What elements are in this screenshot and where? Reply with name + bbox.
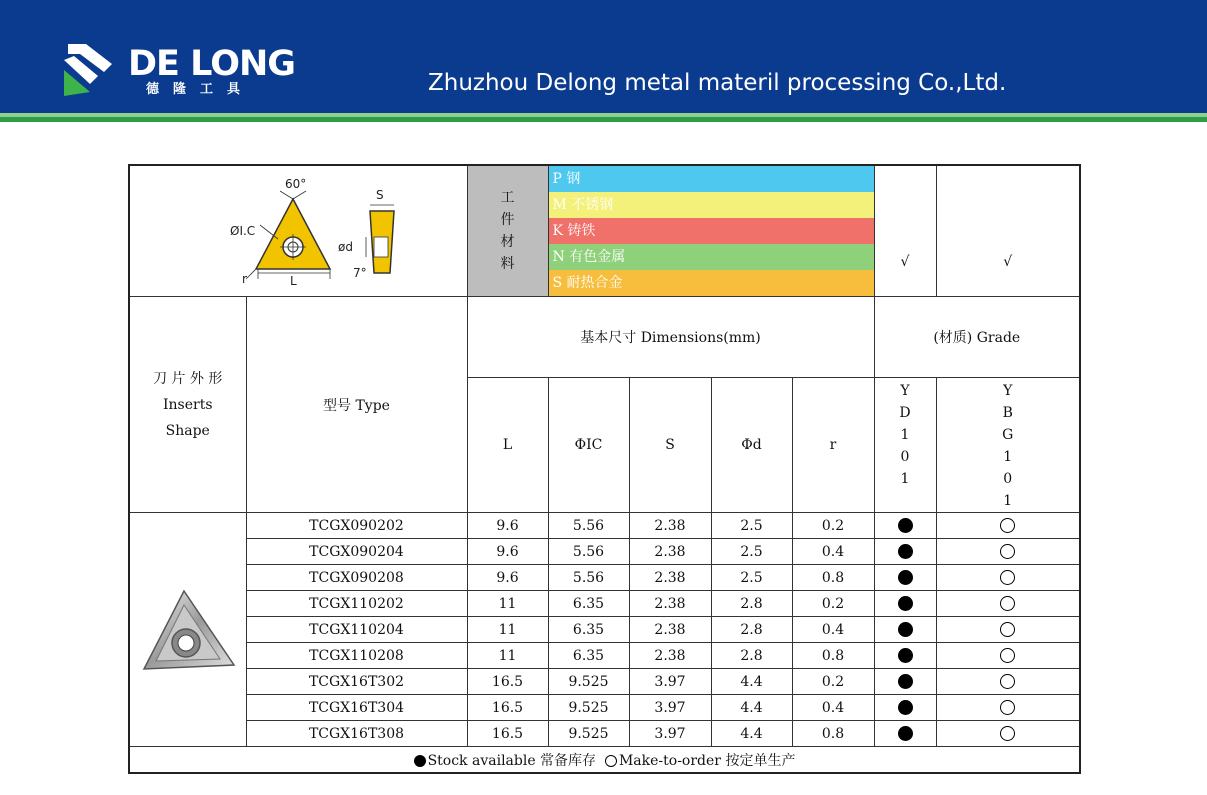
delong-logo-icon bbox=[60, 40, 118, 98]
type-cell: TCGX110204 bbox=[246, 617, 467, 643]
type-cell: TCGX090204 bbox=[246, 539, 467, 565]
insert-spec-table bbox=[128, 164, 1081, 774]
legend bbox=[129, 747, 1080, 774]
grade2-check: √ bbox=[936, 165, 1080, 297]
workpiece-material-label: 工 件 材 料 bbox=[467, 165, 548, 297]
table-row: TCGX090202 9.6 5.56 2.38 2.5 0.2 bbox=[129, 513, 1080, 539]
order-ring bbox=[936, 591, 1080, 617]
col-r: r bbox=[792, 378, 874, 513]
col-d: Φd bbox=[711, 378, 792, 513]
type-cell: TCGX110208 bbox=[246, 643, 467, 669]
order-ring bbox=[936, 513, 1080, 539]
angle-label: 60° bbox=[285, 177, 307, 191]
table-row: TCGX16T308 16.5 9.525 3.97 4.4 0.8 bbox=[129, 721, 1080, 747]
order-ring bbox=[936, 695, 1080, 721]
col-ic: ΦIC bbox=[548, 378, 629, 513]
col-l: L bbox=[467, 378, 548, 513]
type-cell: TCGX16T308 bbox=[246, 721, 467, 747]
order-ring bbox=[936, 565, 1080, 591]
material-m: M 不锈钢 bbox=[549, 192, 874, 218]
clearance-angle-label: 7° bbox=[353, 266, 367, 280]
material-groups bbox=[548, 165, 874, 297]
order-ring bbox=[936, 539, 1080, 565]
order-ring bbox=[936, 669, 1080, 695]
grade1-check: √ bbox=[874, 165, 936, 297]
grade-ybg101: Y B G 1 0 1 bbox=[936, 378, 1080, 513]
r-label: r bbox=[242, 272, 248, 286]
stock-dot bbox=[874, 617, 936, 643]
company-name: Zhuzhou Delong metal materil processing Co.,Ltd. bbox=[428, 70, 1007, 96]
insert-diagram-cell bbox=[129, 165, 467, 297]
table-row: TCGX110208 11 6.35 2.38 2.8 0.8 bbox=[129, 643, 1080, 669]
d-label: ød bbox=[338, 240, 354, 254]
type-cell: TCGX110202 bbox=[246, 591, 467, 617]
stock-dot bbox=[874, 513, 936, 539]
stock-dot bbox=[874, 669, 936, 695]
insert-photo-cell bbox=[129, 513, 246, 747]
order-ring bbox=[936, 643, 1080, 669]
inserts-shape-header: 刀 片 外 形 Inserts Shape bbox=[129, 297, 246, 513]
l-label: L bbox=[290, 274, 297, 288]
stock-dot bbox=[874, 721, 936, 747]
insert-photo-icon bbox=[136, 585, 240, 675]
table-row: TCGX110204 11 6.35 2.38 2.8 0.4 bbox=[129, 617, 1080, 643]
logo-text: DE LONG bbox=[128, 44, 295, 84]
stock-dot bbox=[874, 643, 936, 669]
type-cell: TCGX16T302 bbox=[246, 669, 467, 695]
type-cell: TCGX090208 bbox=[246, 565, 467, 591]
table-row: TCGX090208 9.6 5.56 2.38 2.5 0.8 bbox=[129, 565, 1080, 591]
material-n: N 有色金属 bbox=[549, 244, 874, 270]
stock-dot bbox=[874, 539, 936, 565]
col-s: S bbox=[629, 378, 711, 513]
type-cell: TCGX090202 bbox=[246, 513, 467, 539]
make-to-order-icon bbox=[605, 755, 617, 767]
material-p: P 钢 bbox=[549, 166, 874, 192]
stock-available-icon bbox=[414, 755, 426, 767]
grade-yd101: Y D 1 0 1 bbox=[874, 378, 936, 513]
type-header: 型号 Type bbox=[246, 297, 467, 513]
material-s: S 耐热合金 bbox=[549, 270, 874, 296]
table-row: TCGX090204 9.6 5.56 2.38 2.5 0.4 bbox=[129, 539, 1080, 565]
s-label: S bbox=[376, 188, 384, 202]
order-ring bbox=[936, 721, 1080, 747]
order-ring bbox=[936, 617, 1080, 643]
stock-dot bbox=[874, 695, 936, 721]
legend-stock: Stock available 常备库存 bbox=[427, 752, 597, 769]
ic-label: ØI.C bbox=[230, 224, 256, 238]
stock-dot bbox=[874, 565, 936, 591]
table-row: TCGX16T302 16.5 9.525 3.97 4.4 0.2 bbox=[129, 669, 1080, 695]
dimensions-header: 基本尺寸 Dimensions(mm) bbox=[467, 297, 874, 378]
header-stripe-green bbox=[0, 117, 1207, 122]
stock-dot bbox=[874, 591, 936, 617]
legend-order: Make-to-order 按定单生产 bbox=[618, 752, 796, 769]
table-row: TCGX16T304 16.5 9.525 3.97 4.4 0.4 bbox=[129, 695, 1080, 721]
table-row: TCGX110202 11 6.35 2.38 2.8 0.2 bbox=[129, 591, 1080, 617]
type-cell: TCGX16T304 bbox=[246, 695, 467, 721]
logo-subtitle: 德隆工具 bbox=[146, 82, 255, 97]
grade-header: (材质) Grade bbox=[874, 297, 1080, 378]
insert-dimension-diagram bbox=[148, 169, 448, 293]
material-k: K 铸铁 bbox=[549, 218, 874, 244]
